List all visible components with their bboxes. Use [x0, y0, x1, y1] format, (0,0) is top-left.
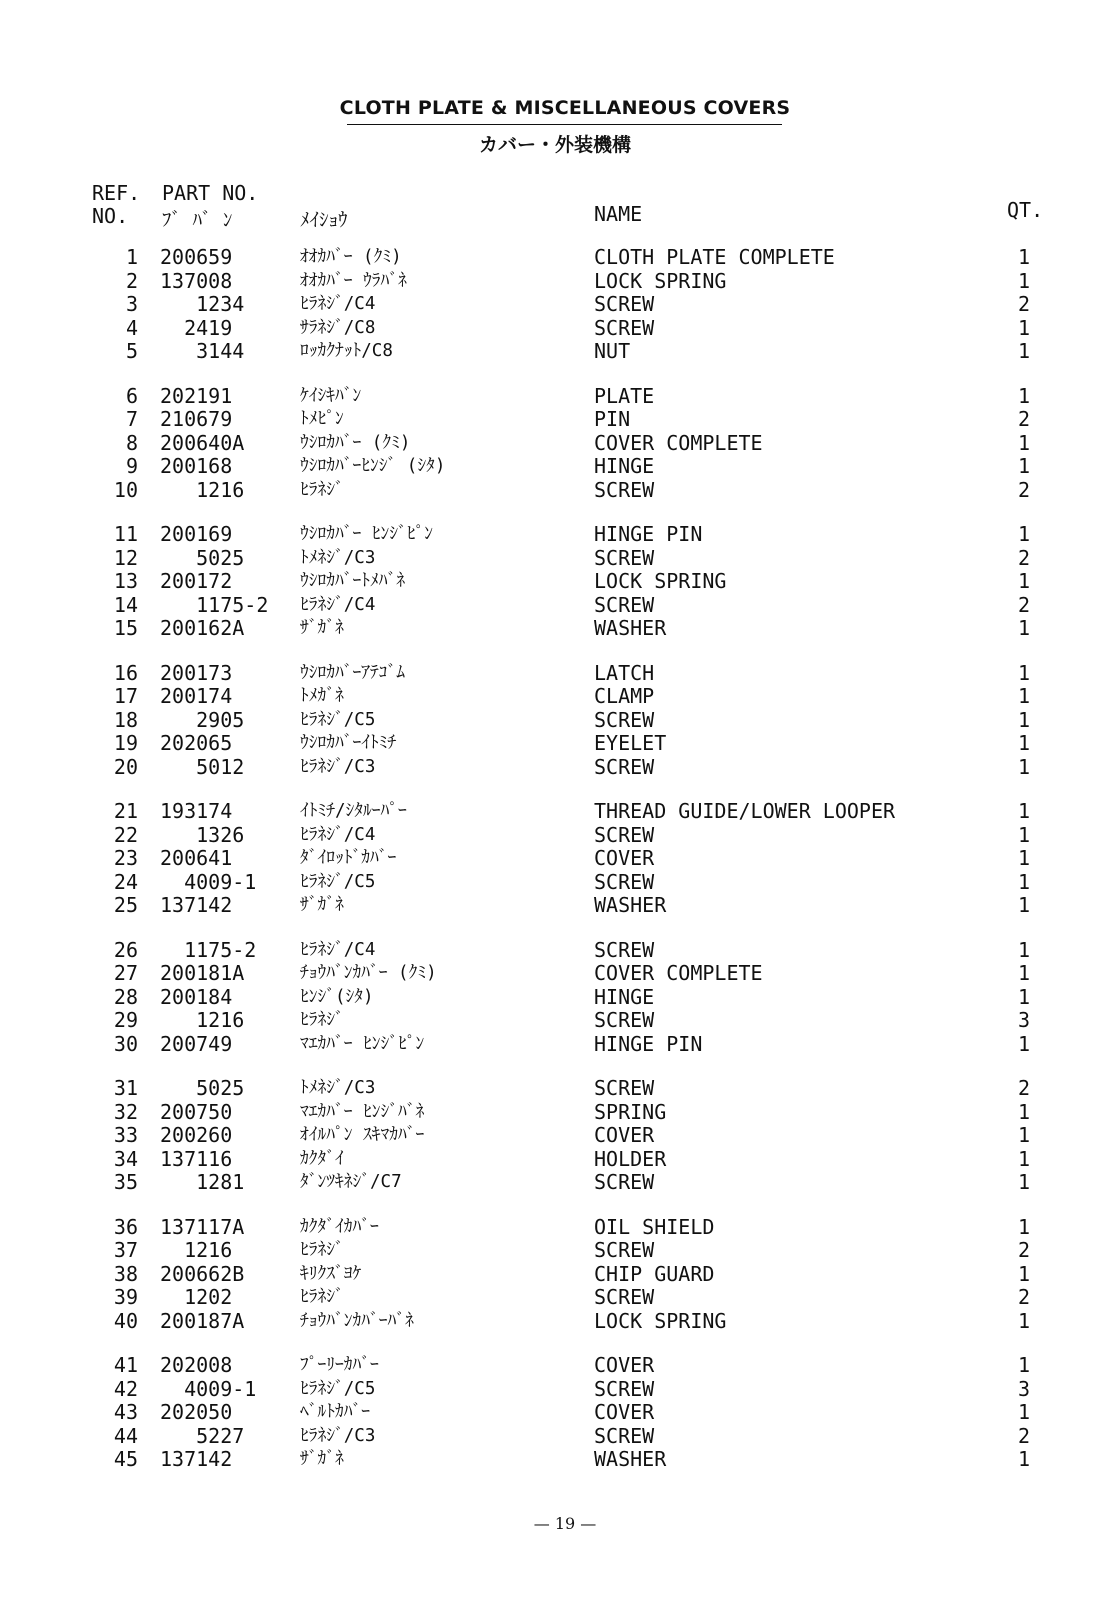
quantity: 1 [1017, 961, 1031, 985]
quantity: 1 [1017, 869, 1031, 894]
part-number: 1281 [160, 1170, 245, 1194]
part-number: 1216 [160, 1238, 233, 1262]
ref-number: 36 [113, 1214, 138, 1239]
table-row [0, 594, 1115, 618]
table-row [0, 1148, 1115, 1172]
table-row [0, 685, 1115, 709]
part-number: 200640A [160, 430, 245, 455]
ref-number: 40 [113, 1308, 138, 1333]
parts-group [0, 1216, 1115, 1334]
ref-number: 23 [113, 846, 138, 870]
kana-name: ﾋﾗﾈｼﾞ [300, 1240, 344, 1260]
kana-name: ﾋﾗﾈｼﾞ [300, 479, 344, 500]
kana-name: ｵｵｶﾊﾞｰ (ｸﾐ) [300, 247, 402, 267]
kana-name: ﾏｴｶﾊﾞｰ ﾋﾝｼﾞﾊﾞﾈ [300, 1101, 425, 1122]
ref-number: 21 [113, 799, 138, 823]
quantity: 1 [1017, 1099, 1031, 1124]
table-row [0, 1216, 1115, 1240]
quantity: 1 [1017, 1214, 1031, 1239]
part-number: 193174 [160, 799, 233, 823]
part-number: 202008 [160, 1353, 233, 1377]
part-number: 200662B [160, 1261, 245, 1286]
table-row [0, 617, 1115, 641]
ref-number: 13 [113, 569, 138, 593]
quantity: 2 [1017, 1076, 1031, 1100]
table-row [0, 1425, 1115, 1449]
table-row [0, 1101, 1115, 1125]
part-number: 1326 [160, 822, 245, 847]
quantity: 2 [1017, 545, 1031, 570]
part-number: 200172 [160, 569, 233, 593]
part-name: SCREW [594, 869, 655, 894]
part-number: 2419 [160, 315, 233, 340]
quantity: 1 [1017, 684, 1031, 708]
table-row [0, 408, 1115, 432]
quantity: 1 [1017, 822, 1031, 847]
part-number: 5025 [160, 545, 245, 570]
kana-name: ｳｼﾛｶﾊﾞｰ (ｸﾐ) [300, 432, 411, 453]
parts-group [0, 385, 1115, 503]
ref-number: 14 [113, 592, 138, 617]
part-number: 1202 [160, 1285, 233, 1309]
quantity: 1 [1017, 1447, 1031, 1471]
part-number: 137142 [160, 1447, 233, 1471]
kana-name: ﾋﾗﾈｼﾞ/C4 [300, 594, 376, 615]
header-ref-bottom: NO. [92, 204, 129, 228]
ref-number: 43 [113, 1400, 138, 1424]
kana-name: ｵｵｶﾊﾞｰ ｳﾗﾊﾞﾈ [300, 270, 407, 291]
parts-group [0, 523, 1115, 641]
part-name: SCREW [594, 1170, 655, 1194]
part-name: SCREW [594, 592, 655, 617]
kana-name: ﾁｮｳﾊﾞﾝｶﾊﾞｰ (ｸﾐ) [300, 963, 437, 983]
part-number: 200184 [160, 984, 233, 1009]
page-number: — 19 — [533, 1514, 597, 1533]
part-number: 1175-2 [160, 937, 257, 962]
quantity: 1 [1017, 937, 1031, 962]
kana-name: ﾋﾗﾈｼﾞ/C4 [300, 824, 376, 845]
part-number: 200749 [160, 1031, 233, 1056]
table-row [0, 962, 1115, 986]
kana-name: ﾄﾒｶﾞﾈ [300, 686, 344, 706]
part-name: THREAD GUIDE/LOWER LOOPER [594, 799, 896, 823]
kana-name: ｻﾗﾈｼﾞ/C8 [300, 317, 376, 338]
quantity: 2 [1017, 1423, 1031, 1448]
kana-name: ﾏｴｶﾊﾞｰ ﾋﾝｼﾞﾋﾟﾝ [300, 1033, 425, 1054]
kana-name: ﾋﾗﾈｼﾞ/C3 [300, 756, 376, 777]
quantity: 1 [1017, 315, 1031, 340]
part-number: 2905 [160, 707, 245, 732]
table-row [0, 732, 1115, 756]
ref-number: 17 [113, 684, 138, 708]
table-row [0, 1448, 1115, 1472]
ref-number: 45 [113, 1447, 138, 1471]
ref-number: 5 [125, 339, 138, 363]
part-number: 3144 [160, 339, 245, 363]
part-name: SCREW [594, 292, 655, 316]
kana-name: ｲﾄﾐﾁ/ｼﾀﾙｰﾊﾟｰ [300, 801, 407, 821]
part-number: 210679 [160, 407, 233, 431]
kana-name: ｳｼﾛｶﾊﾞｰ ﾋﾝｼﾞﾋﾟﾝ [300, 524, 434, 544]
part-number: 1216 [160, 1008, 245, 1032]
ref-number: 38 [113, 1261, 138, 1286]
table-row [0, 1354, 1115, 1378]
table-row [0, 1033, 1115, 1057]
quantity: 1 [1017, 1146, 1031, 1171]
quantity: 1 [1017, 1353, 1031, 1377]
part-name: WASHER [594, 616, 667, 640]
page-title: CLOTH PLATE & MISCELLANEOUS COVERS [339, 97, 791, 119]
kana-name: ﾌﾟｰﾘｰｶﾊﾞｰ [300, 1355, 379, 1375]
table-row [0, 1286, 1115, 1310]
kana-name: ﾋﾝｼﾞ(ｼﾀ) [300, 986, 374, 1007]
part-number: 1216 [160, 477, 245, 502]
table-row [0, 1310, 1115, 1334]
ref-number: 20 [113, 754, 138, 779]
part-number: 200174 [160, 684, 233, 708]
part-number: 200169 [160, 522, 233, 546]
part-name: HINGE [594, 454, 655, 478]
parts-group [0, 939, 1115, 1057]
quantity: 1 [1017, 339, 1031, 363]
kana-name: ｹｲｼｷﾊﾞﾝ [300, 385, 362, 406]
table-row [0, 479, 1115, 503]
part-name: PIN [594, 407, 631, 431]
part-name: OIL SHIELD [594, 1214, 715, 1239]
part-name: SCREW [594, 1423, 655, 1448]
part-name: COVER [594, 1123, 655, 1147]
ref-number: 27 [113, 961, 138, 985]
ref-number: 44 [113, 1423, 138, 1448]
kana-name: ｻﾞｶﾞﾈ [300, 895, 344, 915]
kana-name: ﾄﾒﾈｼﾞ/C3 [300, 1078, 376, 1098]
table-row [0, 847, 1115, 871]
part-number: 4009-1 [160, 869, 257, 894]
quantity: 1 [1017, 1308, 1031, 1333]
header-ref-top: REF. [92, 181, 141, 205]
kana-name: ｶｸﾀﾞｲ [300, 1148, 344, 1169]
part-name: SCREW [594, 477, 655, 502]
kana-name: ｶｸﾀﾞｲｶﾊﾞｰ [300, 1216, 379, 1237]
quantity: 1 [1017, 984, 1031, 1009]
kana-name: ﾋﾗﾈｼﾞ/C5 [300, 871, 376, 892]
table-row [0, 1171, 1115, 1195]
part-name: SCREW [594, 1376, 655, 1401]
ref-number: 11 [113, 522, 138, 546]
kana-name: ﾋﾗﾈｼﾞ/C5 [300, 709, 376, 730]
part-number: 202065 [160, 731, 233, 755]
quantity: 1 [1017, 893, 1031, 917]
parts-table [0, 246, 1115, 1493]
kana-name: ﾁｮｳﾊﾞﾝｶﾊﾞｰﾊﾞﾈ [300, 1310, 414, 1331]
part-number: 202191 [160, 383, 233, 408]
ref-number: 12 [113, 545, 138, 570]
page-subtitle: カバー・外装機構 [478, 134, 631, 156]
quantity: 1 [1017, 1123, 1031, 1147]
part-name: PLATE [594, 383, 655, 408]
part-name: SCREW [594, 315, 655, 340]
part-name: SCREW [594, 1285, 655, 1309]
table-row [0, 385, 1115, 409]
kana-name: ﾍﾞﾙﾄｶﾊﾞｰ [300, 1402, 370, 1422]
ref-number: 19 [113, 731, 138, 755]
part-name: HINGE PIN [594, 522, 703, 546]
table-row [0, 1009, 1115, 1033]
part-number: 5025 [160, 1076, 245, 1100]
table-row [0, 986, 1115, 1010]
quantity: 1 [1017, 569, 1031, 593]
part-name: SCREW [594, 707, 655, 732]
header-name: NAME [594, 202, 643, 226]
quantity: 1 [1017, 707, 1031, 732]
table-row [0, 523, 1115, 547]
table-row [0, 1239, 1115, 1263]
part-number: 200162A [160, 616, 245, 640]
table-row [0, 871, 1115, 895]
table-row [0, 432, 1115, 456]
kana-name: ﾀﾞﾝﾂｷﾈｼﾞ/C7 [300, 1172, 402, 1192]
part-name: LOCK SPRING [594, 1308, 727, 1333]
quantity: 3 [1017, 1376, 1031, 1401]
part-name: SCREW [594, 1238, 655, 1262]
title-underline [347, 124, 782, 125]
ref-number: 10 [113, 477, 138, 502]
quantity: 1 [1017, 846, 1031, 870]
part-number: 200168 [160, 454, 233, 478]
part-name: COVER [594, 846, 655, 870]
table-row [0, 270, 1115, 294]
ref-number: 18 [113, 707, 138, 732]
quantity: 2 [1017, 1238, 1031, 1262]
kana-name: ﾋﾗﾈｼﾞ [300, 1287, 344, 1307]
part-name: COVER [594, 1353, 655, 1377]
ref-number: 39 [113, 1285, 138, 1309]
table-row [0, 1077, 1115, 1101]
part-number: 4009-1 [160, 1376, 257, 1401]
kana-name: ﾋﾗﾈｼﾞ/C5 [300, 1378, 376, 1399]
part-number: 137008 [160, 268, 233, 293]
part-name: HOLDER [594, 1146, 667, 1171]
part-number: 200187A [160, 1308, 245, 1333]
table-row [0, 824, 1115, 848]
table-row [0, 800, 1115, 824]
ref-number: 37 [113, 1238, 138, 1262]
ref-number: 25 [113, 893, 138, 917]
parts-group [0, 662, 1115, 780]
ref-number: 28 [113, 984, 138, 1009]
table-row [0, 340, 1115, 364]
parts-group [0, 246, 1115, 364]
kana-name: ｳｼﾛｶﾊﾞｰｲﾄﾐﾁ [300, 733, 397, 753]
part-name: COVER COMPLETE [594, 430, 763, 455]
quantity: 1 [1017, 383, 1031, 408]
table-row [0, 756, 1115, 780]
quantity: 1 [1017, 454, 1031, 478]
kana-name: ﾄﾒﾈｼﾞ/C3 [300, 547, 376, 568]
ref-number: 41 [113, 1353, 138, 1377]
quantity: 1 [1017, 799, 1031, 823]
kana-name: ｵｲﾙﾊﾟﾝ ｽｷﾏｶﾊﾞｰ [300, 1125, 425, 1145]
part-number: 200750 [160, 1099, 233, 1124]
parts-group [0, 1354, 1115, 1472]
part-number: 200181A [160, 961, 245, 985]
quantity: 1 [1017, 1400, 1031, 1424]
ref-number: 4 [125, 315, 138, 340]
table-row [0, 939, 1115, 963]
kana-name: ｷﾘｸｽﾞﾖｹ [300, 1263, 362, 1284]
part-number: 5227 [160, 1423, 245, 1448]
part-number: 1175-2 [160, 592, 269, 617]
quantity: 1 [1017, 754, 1031, 779]
kana-name: ﾋﾗﾈｼﾞ/C3 [300, 1425, 376, 1446]
part-name: CLAMP [594, 684, 655, 708]
part-number: 5012 [160, 754, 245, 779]
table-row [0, 455, 1115, 479]
part-name: WASHER [594, 1447, 667, 1471]
kana-name: ﾀﾞｲﾛｯﾄﾞｶﾊﾞｰ [300, 848, 397, 868]
part-number: 200659 [160, 245, 233, 269]
quantity: 1 [1017, 616, 1031, 640]
quantity: 2 [1017, 1285, 1031, 1309]
table-row [0, 570, 1115, 594]
part-name: SCREW [594, 754, 655, 779]
part-number: 137117A [160, 1214, 245, 1239]
kana-name: ｳｼﾛｶﾊﾞｰﾄﾒﾊﾞﾈ [300, 571, 405, 591]
ref-number: 6 [125, 383, 138, 408]
table-row [0, 1263, 1115, 1287]
part-name: SCREW [594, 1076, 655, 1100]
ref-number: 29 [113, 1008, 138, 1032]
part-name: CLOTH PLATE COMPLETE [594, 245, 835, 269]
quantity: 2 [1017, 407, 1031, 431]
ref-number: 2 [125, 268, 138, 293]
quantity: 1 [1017, 268, 1031, 293]
part-number: 137116 [160, 1146, 233, 1171]
part-name: CHIP GUARD [594, 1261, 715, 1286]
part-name: EYELET [594, 731, 667, 755]
quantity: 1 [1017, 731, 1031, 755]
table-row [0, 894, 1115, 918]
ref-number: 3 [125, 292, 138, 316]
part-name: SCREW [594, 822, 655, 847]
part-number: 200173 [160, 660, 233, 685]
ref-number: 1 [125, 245, 138, 269]
ref-number: 9 [125, 454, 138, 478]
ref-number: 26 [113, 937, 138, 962]
ref-number: 35 [113, 1170, 138, 1194]
part-name: HINGE PIN [594, 1031, 703, 1056]
quantity: 2 [1017, 292, 1031, 316]
table-row [0, 547, 1115, 571]
part-name: SCREW [594, 545, 655, 570]
ref-number: 31 [113, 1076, 138, 1100]
quantity: 1 [1017, 522, 1031, 546]
kana-name: ﾄﾒﾋﾟﾝ [300, 409, 344, 429]
ref-number: 30 [113, 1031, 138, 1056]
quantity: 2 [1017, 477, 1031, 502]
part-name: SCREW [594, 937, 655, 962]
quantity: 1 [1017, 1170, 1031, 1194]
part-number: 200260 [160, 1123, 233, 1147]
quantity: 1 [1017, 1261, 1031, 1286]
ref-number: 8 [125, 430, 138, 455]
quantity: 3 [1017, 1008, 1031, 1032]
part-name: COVER COMPLETE [594, 961, 763, 985]
part-name: SPRING [594, 1099, 667, 1124]
part-name: HINGE [594, 984, 655, 1009]
part-number: 202050 [160, 1400, 233, 1424]
parts-group [0, 1077, 1115, 1195]
table-row [0, 1124, 1115, 1148]
kana-name: ｻﾞｶﾞﾈ [300, 1449, 344, 1469]
quantity: 2 [1017, 592, 1031, 617]
ref-number: 34 [113, 1146, 138, 1171]
ref-number: 15 [113, 616, 138, 640]
table-row [0, 1378, 1115, 1402]
ref-number: 32 [113, 1099, 138, 1124]
quantity: 1 [1017, 245, 1031, 269]
kana-name: ｻﾞｶﾞﾈ [300, 618, 344, 638]
kana-name: ｳｼﾛｶﾊﾞｰｱﾃｺﾞﾑ [300, 662, 405, 683]
part-name: WASHER [594, 893, 667, 917]
table-row [0, 1401, 1115, 1425]
ref-number: 42 [113, 1376, 138, 1401]
header-part-bottom: ﾌﾞ ﾊﾞ ﾝ [162, 209, 233, 231]
ref-number: 7 [125, 407, 138, 431]
header-kana: ﾒｲｼｮｳ [300, 209, 348, 231]
header-part-top: PART NO. [162, 181, 259, 205]
kana-name: ﾋﾗﾈｼﾞ/C4 [300, 294, 376, 314]
part-name: COVER [594, 1400, 655, 1424]
header-qty: QT. [1007, 198, 1044, 222]
quantity: 1 [1017, 430, 1031, 455]
part-name: LOCK SPRING [594, 268, 727, 293]
ref-number: 16 [113, 660, 138, 685]
table-row [0, 709, 1115, 733]
part-name: NUT [594, 339, 631, 363]
part-name: LATCH [594, 660, 655, 685]
part-number: 200641 [160, 846, 233, 870]
ref-number: 24 [113, 869, 138, 894]
table-row [0, 246, 1115, 270]
ref-number: 22 [113, 822, 138, 847]
part-number: 137142 [160, 893, 233, 917]
quantity: 1 [1017, 1031, 1031, 1056]
kana-name: ﾋﾗﾈｼﾞ [300, 1010, 344, 1030]
table-row [0, 293, 1115, 317]
kana-name: ﾋﾗﾈｼﾞ/C4 [300, 939, 376, 960]
kana-name: ｳｼﾛｶﾊﾞｰﾋﾝｼﾞ (ｼﾀ) [300, 456, 446, 476]
quantity: 1 [1017, 660, 1031, 685]
part-number: 1234 [160, 292, 245, 316]
kana-name: ﾛｯｶｸﾅｯﾄ/C8 [300, 341, 393, 361]
table-row [0, 317, 1115, 341]
parts-group [0, 800, 1115, 918]
ref-number: 33 [113, 1123, 138, 1147]
part-name: LOCK SPRING [594, 569, 727, 593]
table-row [0, 662, 1115, 686]
part-name: SCREW [594, 1008, 655, 1032]
